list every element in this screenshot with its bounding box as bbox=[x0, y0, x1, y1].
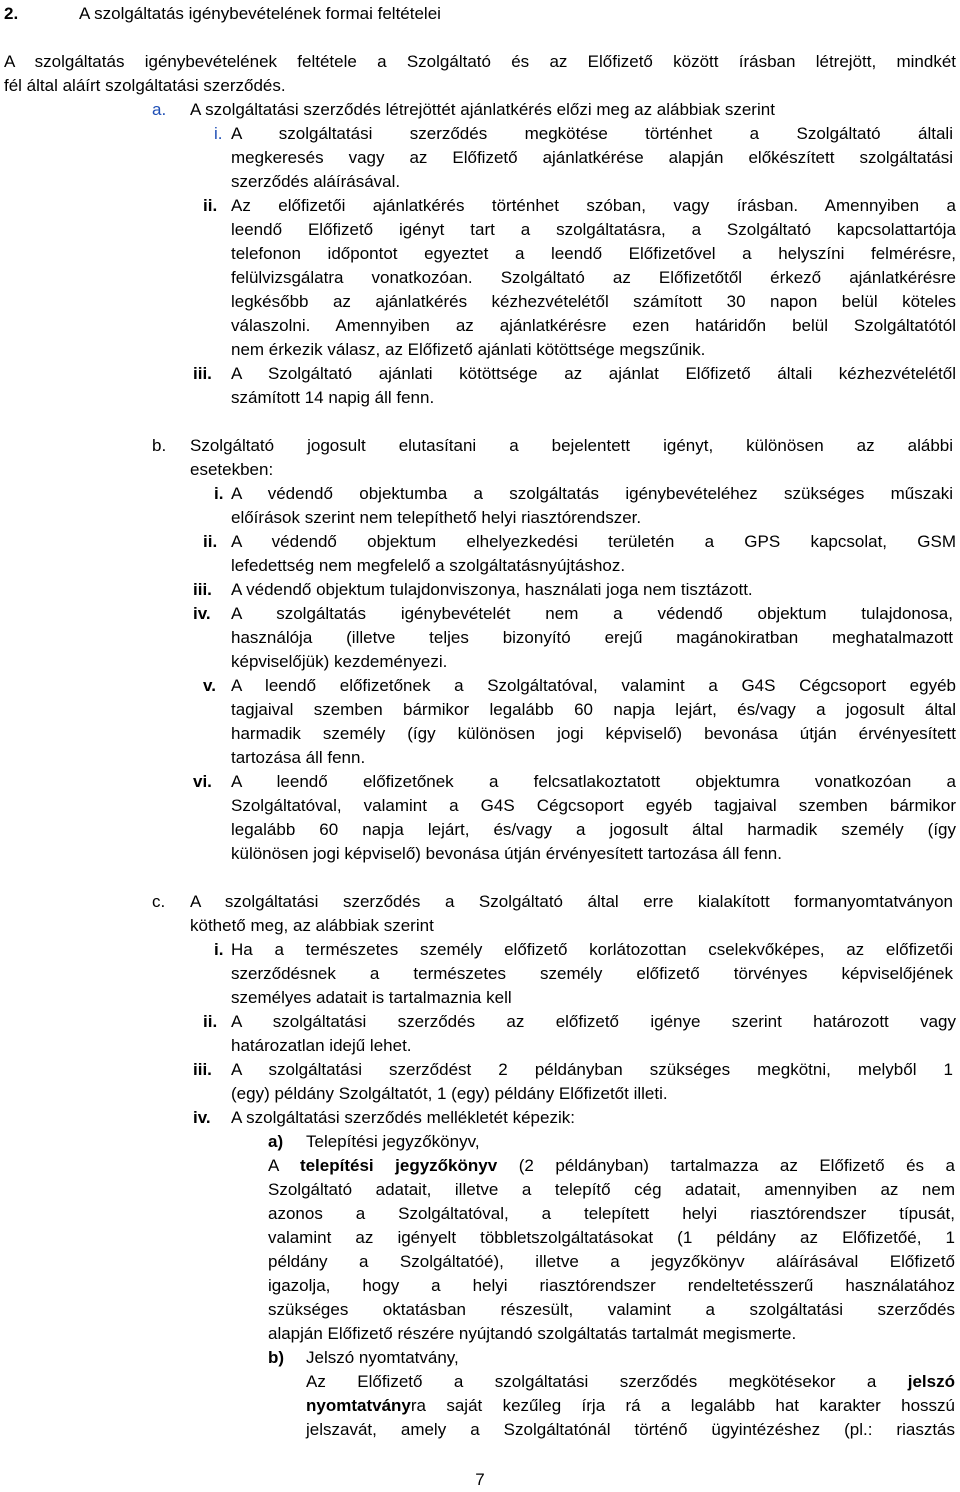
item-text: leendő Előfizető igényt tart a szolgáltatásra, a Szolgáltató kapcsolattartója bbox=[231, 220, 956, 239]
item-text: személyes adatait is tartalmaznia kell bbox=[231, 988, 512, 1007]
sub-text-line: valamint az igényelt többletszolgáltatásokat (1 példány az Előfizetőé, 1 bbox=[268, 1228, 955, 1247]
item-text: nem érkezik válasz, az Előfizető ajánlati kötöttsége megszűnik. bbox=[231, 340, 706, 359]
item-marker: ii. bbox=[203, 1012, 218, 1031]
item-marker: vi. bbox=[193, 772, 212, 791]
item-text: telefonon időpontot egyeztet a leendő Előfizetővel a helyszíni felmérésre, bbox=[231, 244, 956, 263]
item-text: A szolgáltatási szerződést 2 példányban szükséges megkötni, melyből 1 bbox=[231, 1060, 953, 1079]
item-text: megkeresés vagy az Előfizető ajánlatkérése alapján előkészített szolgáltatási bbox=[231, 148, 953, 167]
item-text: A szolgáltatási szerződés megkötése történhet a Szolgáltató általi bbox=[231, 124, 953, 143]
item-marker: ii. bbox=[203, 532, 218, 551]
sub-title: Jelszó nyomtatvány, bbox=[306, 1348, 459, 1367]
list-marker-a: a. bbox=[152, 100, 167, 119]
item-text: A szolgáltatás igénybevételét nem a védendő objektum tulajdonosa, bbox=[231, 604, 953, 623]
item-text: Az előfizetői ajánlatkérés történhet szóban, vagy írásban. Amennyiben a bbox=[231, 196, 956, 215]
item-text: határozatlan idejű lehet. bbox=[231, 1036, 412, 1055]
item-text: szerződés aláírásával. bbox=[231, 172, 401, 191]
section-b-heading: esetekben: bbox=[190, 460, 274, 479]
item-text: A szolgáltatási szerződés mellékletét képezik: bbox=[231, 1108, 575, 1127]
item-marker: v. bbox=[203, 676, 216, 695]
sub-text-line: Az Előfizető a szolgáltatási szerződés megkötésekor a jelszó bbox=[306, 1372, 955, 1391]
item-marker: iii. bbox=[193, 364, 212, 383]
item-text: A Szolgáltató ajánlati kötöttsége az ajánlat Előfizető általi kézhezvételétől bbox=[231, 364, 956, 383]
sub-marker: b) bbox=[268, 1348, 285, 1367]
item-text: lefedettség nem megfelelő a szolgáltatásnyújtáshoz. bbox=[231, 556, 626, 575]
sub-text-line: példány a Szolgáltatóé), illetve a jegyzőkönyv aláírásával Előfizető bbox=[268, 1252, 955, 1271]
item-marker: i. bbox=[214, 484, 224, 503]
item-marker: i. bbox=[214, 124, 223, 143]
item-text: előírások szerint nem telepíthető helyi riasztórendszer. bbox=[231, 508, 642, 527]
intro-line: A szolgáltatás igénybevételének feltétele a Szolgáltató és az Előfizető között írásban létrejött, mindkét bbox=[4, 52, 956, 71]
sub-text-line: nyomtatványra saját kezűleg írja rá a legalább hat karakter hosszú bbox=[306, 1396, 955, 1415]
item-marker: iv. bbox=[193, 604, 211, 623]
section-number: 2. bbox=[4, 4, 19, 23]
list-marker-b: b. bbox=[152, 436, 167, 455]
item-text: harmadik személy (így különösen jogi képviselő) bevonása útján érvényesített bbox=[231, 724, 956, 743]
item-text: válaszolni. Amennyiben az ajánlatkérésre ezen határidőn belül Szolgáltatótól bbox=[231, 316, 956, 335]
section-c-heading: A szolgáltatási szerződés a Szolgáltató által erre kialakított formanyomtatványon bbox=[190, 892, 953, 911]
item-text: A leendő előfizetőnek a felcsatlakoztatott objektumra vonatkozóan a bbox=[231, 772, 956, 791]
item-text: A védendő objektum tulajdonviszonya, használati joga nem tisztázott. bbox=[231, 580, 753, 599]
item-text: használója (illetve teljes bizonyító erejű magánokiratban meghatalmazott bbox=[231, 628, 953, 647]
item-marker: i. bbox=[214, 940, 224, 959]
item-marker: iii. bbox=[193, 1060, 212, 1079]
item-text: tartozása áll fenn. bbox=[231, 748, 366, 767]
item-text: A védendő objektumba a szolgáltatás igénybevételéhez szükséges műszaki bbox=[231, 484, 953, 503]
sub-text-line: igazolja, hogy a helyi riasztórendszer rendeltetésszerű használatához bbox=[268, 1276, 955, 1295]
item-text: felülvizsgálatra vonatkozóan. Szolgáltató az Előfizetőtől érkező ajánlatkérésre bbox=[231, 268, 956, 287]
item-text: Szolgáltatóval, valamint a G4S Cégcsoport egyéb tagjaival szemben bármikor bbox=[231, 796, 956, 815]
sub-marker: a) bbox=[268, 1132, 284, 1151]
item-text: A szolgáltatási szerződés az előfizető igénye szerint határozott vagy bbox=[231, 1012, 956, 1031]
intro-line: fél által aláírt szolgáltatási szerződés. bbox=[4, 76, 286, 95]
page-number: 7 bbox=[475, 1470, 485, 1489]
item-text: számított 14 napig áll fenn. bbox=[231, 388, 435, 407]
section-b-heading: Szolgáltató jogosult elutasítani a bejelentett igényt, különösen az alábbi bbox=[190, 436, 953, 455]
item-text: legalább 60 napja lejárt, és/vagy a jogosult által harmadik személy (így bbox=[231, 820, 956, 839]
item-text: A védendő objektum elhelyezkedési területén a GPS kapcsolat, GSM bbox=[231, 532, 956, 551]
sub-text-line: Szolgáltató adatait, illetve a telepítő cég adatait, amennyiben az nem bbox=[268, 1180, 955, 1199]
section-title: A szolgáltatás igénybevételének formai feltételei bbox=[79, 4, 441, 23]
item-text: legkésőbb az ajánlatkérés kézhezvételétől számított 30 napon belül köteles bbox=[231, 292, 956, 311]
sub-text-line: A telepítési jegyzőkönyv (2 példányban) tartalmazza az Előfizető és a bbox=[268, 1156, 956, 1175]
item-text: Ha a természetes személy előfizető korlátozottan cselekvőképes, az előfizetői bbox=[231, 940, 953, 959]
sub-text-line: jelszavát, amely a Szolgáltatónál történő ügyintézéshez (pl.: riasztás bbox=[306, 1420, 955, 1439]
item-text: szerződésnek a természetes személy előfizető törvényes képviselőjének bbox=[231, 964, 953, 983]
item-text: képviselőjük) kezdeményezi. bbox=[231, 652, 448, 671]
item-text: (egy) példány Szolgáltatót, 1 (egy) példány Előfizetőt illeti. bbox=[231, 1084, 668, 1103]
section-a-heading: A szolgáltatási szerződés létrejöttét ajánlatkérés előzi meg az alábbiak szerint bbox=[190, 100, 775, 119]
sub-text-line: szükséges oktatásban részesült, valamint a szolgáltatási szerződés bbox=[268, 1300, 955, 1319]
section-c-heading: köthető meg, az alábbiak szerint bbox=[190, 916, 434, 935]
list-marker-c: c. bbox=[152, 892, 166, 911]
item-text: különösen jogi képviselő) bevonása útján érvényesített tartozása áll fenn. bbox=[231, 844, 782, 863]
item-marker: ii. bbox=[203, 196, 218, 215]
sub-title: Telepítési jegyzőkönyv, bbox=[306, 1132, 480, 1151]
item-marker: iv. bbox=[193, 1108, 211, 1127]
item-text: tagjaival szemben bármikor legalább 60 napja lejárt, és/vagy a jogosult által bbox=[231, 700, 956, 719]
sub-text-line: azonos a Szolgáltatóval, a telepített helyi riasztórendszer típusát, bbox=[268, 1204, 955, 1223]
item-marker: iii. bbox=[193, 580, 212, 599]
item-text: A leendő előfizetőnek a Szolgáltatóval, valamint a G4S Cégcsoport egyéb bbox=[231, 676, 956, 695]
sub-text-line: alapján Előfizető részére nyújtandó szolgáltatás tartalmát megismerte. bbox=[268, 1324, 797, 1343]
